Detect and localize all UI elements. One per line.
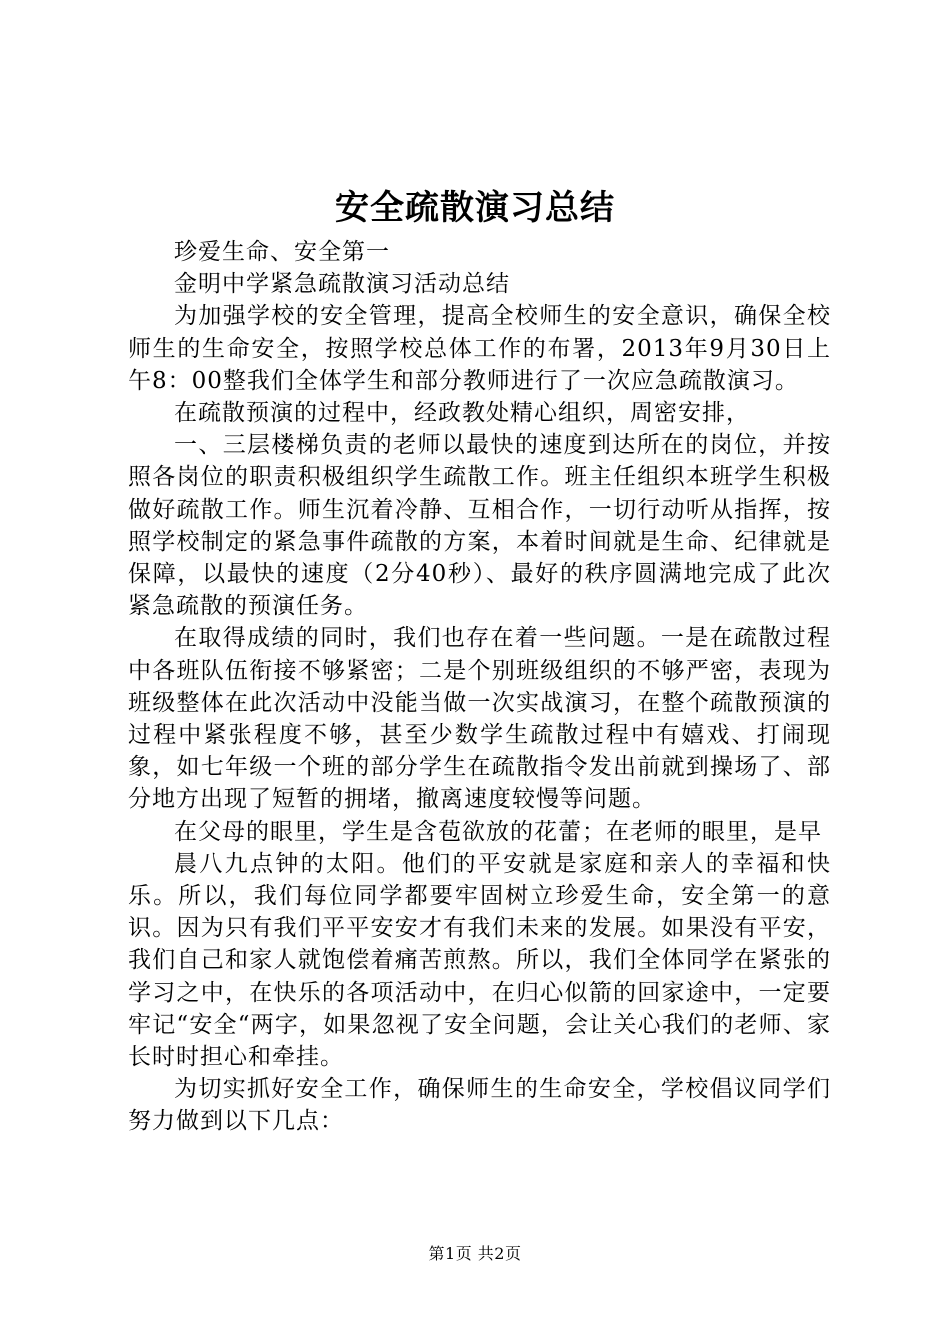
page-number-footer: 第1页 共2页	[428, 1244, 522, 1263]
paragraph-intro: 为加强学校的安全管理，提高全校师生的安全意识，确保全校师生的生命安全，按照学校总体工作的布署，2013年9月30日上午8：00整我们全体学生和部分教师进行了一次应急疏散演习。	[128, 303, 831, 394]
paragraph-proposal: 为切实抓好安全工作，确保师生的生命安全，学校倡议同学们努力做到以下几点：	[128, 1076, 831, 1135]
paragraph-slogan: 珍爱生命、安全第一	[174, 239, 390, 265]
paragraph-process: 在疏散预演的过程中，经政教处精心组织，周密安排，	[174, 400, 750, 427]
paragraph-parents: 在父母的眼里，学生是含苞欲放的花蕾；在老师的眼里，是早	[174, 818, 822, 845]
document-title: 安全疏散演习总结	[335, 188, 615, 228]
paragraph-morning-sun: 晨八九点钟的太阳。他们的平安就是家庭和亲人的幸福和快乐。所以，我们每位同学都要牢固树立珍爱生命，安全第一的意识。因为只有我们平平安安才有我们未来的发展。如果没有平安，我们自己和家人就饱偿着痛苦煎熬。所以，我们全体同学在紧张的学习之中，在快乐的各项活动中，在归心似箭的回家途中，一定要牢记“安全“两字，如果忽视了安全问题，会让关心我们的老师、家长时时担心和牵挂。	[128, 850, 831, 1071]
paragraph-teachers: 一、三层楼梯负责的老师以最快的速度到达所在的岗位，并按照各岗位的职责积极组织学生疏散工作。班主任组织本班学生积极做好疏散工作。师生沉着冷静、互相合作，一切行动听从指挥，按照学校制定的紧急事件疏散的方案，本着时间就是生命、纪律就是保障，以最快的速度（2分40秒）、最好的秩序圆满地完成了此次紧急疏散的预演任务。	[128, 432, 831, 620]
paragraph-problems: 在取得成绩的同时，我们也存在着一些问题。一是在疏散过程中各班队伍衔接不够紧密；二是个别班级组织的不够严密，表现为班级整体在此次活动中没能当做一次实战演习，在整个疏散预演的过程中紧张程度不够，甚至少数学生疏散过程中有嬉戏、打闹现象，如七年级一个班的部分学生在疏散指令发出前就到操场了、部分地方出现了短暂的拥堵，撤离速度较慢等问题。	[128, 625, 831, 813]
document-body	[128, 236, 831, 1138]
paragraph-subtitle: 金明中学紧急疏散演习活动总结	[174, 271, 510, 298]
